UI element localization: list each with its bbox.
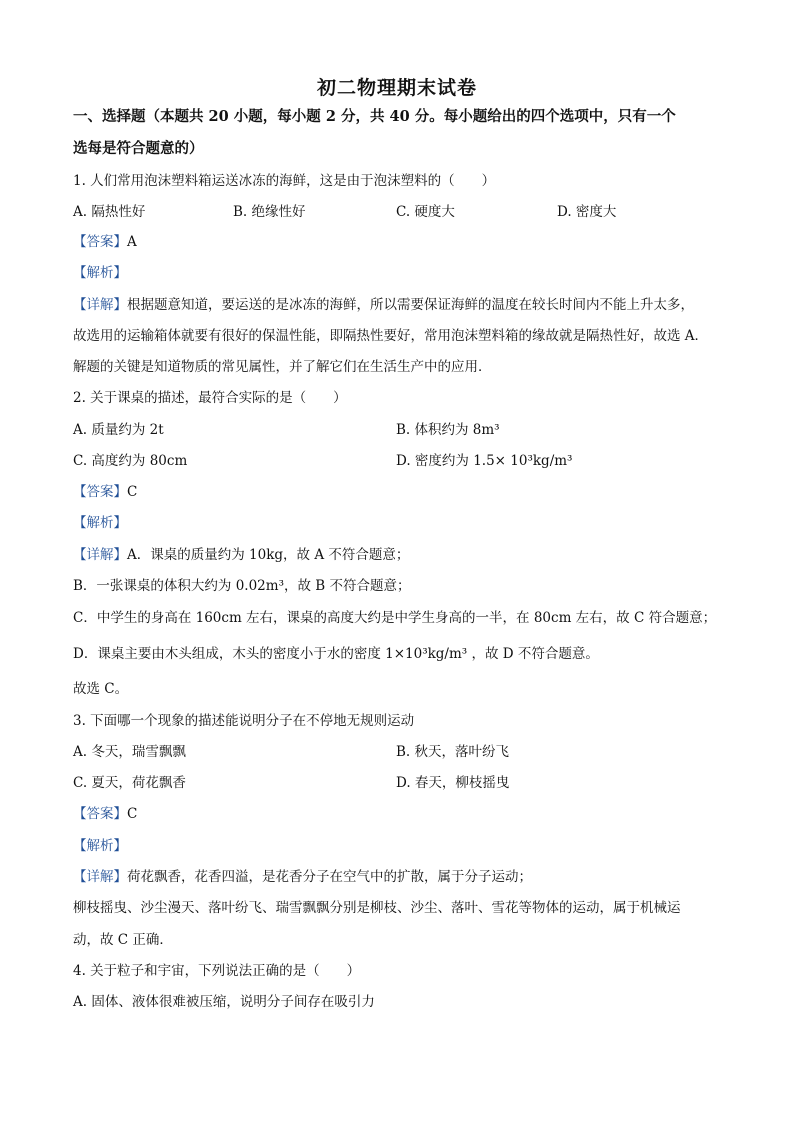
question-2-detail-line1 xyxy=(73,546,409,564)
question-1-option-c: C. 硬度大 xyxy=(396,204,455,220)
question-4-stem: 4. 关于粒子和宇宙，下列说法正确的是（ ） xyxy=(73,963,361,979)
question-2-option-d: D. 密度约为 1.5× 10³kg/m³ xyxy=(396,453,573,469)
question-2-detail-line3: C．中学生的身高在 160cm 左右，课桌的高度大约是中学生身高的一半，在 80cm 左右，故 C 符合题意； xyxy=(73,610,717,626)
question-2-option-c: C. 高度约为 80cm xyxy=(73,453,188,469)
question-3-option-c: C. 夏天，荷花飘香 xyxy=(73,775,186,791)
question-1-option-d: D. 密度大 xyxy=(557,204,617,220)
question-3-detail-line3: 动，故 C 正确． xyxy=(73,932,173,948)
detail-text: 根据题意知道，要运送的是冰冻的海鲜，所以需要保证海鲜的温度在较长时间内不能上升太多， xyxy=(127,297,694,313)
question-2-conclusion: 故选 C。 xyxy=(73,681,129,697)
detail-text: A．课桌的质量约为 10kg，故 A 不符合题意； xyxy=(127,547,410,563)
question-3-stem: 3. 下面哪一个现象的描述能说明分子在不停地无规则运动 xyxy=(73,713,415,729)
question-1-stem: 1. 人们常用泡沫塑料箱运送冰冻的海鲜，这是由于泡沫塑料的（ ） xyxy=(73,173,496,189)
question-3-detail-line1 xyxy=(73,868,532,886)
question-2-stem: 2. 关于课桌的描述，最符合实际的是（ ） xyxy=(73,390,347,406)
question-4-option-a: A. 固体、液体很难被压缩，说明分子间存在吸引力 xyxy=(73,994,375,1010)
question-1-detail-line3: 解题的关键是知道物质的常见属性，并了解它们在生活生产中的应用． xyxy=(73,359,492,375)
answer-label: 【答案】 xyxy=(73,234,127,250)
answer-value: C xyxy=(127,484,138,500)
question-2-analysis-label: 【解析】 xyxy=(73,515,127,531)
detail-label: 【详解】 xyxy=(73,547,127,563)
question-2-detail-line2: B．一张课桌的体积大约为 0.02m³，故 B 不符合题意； xyxy=(73,578,411,594)
answer-value: A xyxy=(127,234,137,250)
question-3-analysis-label: 【解析】 xyxy=(73,838,127,854)
question-3-detail-line2: 柳枝摇曳、沙尘漫天、落叶纷飞、瑞雪飘飘分别是柳枝、沙尘、落叶、雪花等物体的运动，属于机械运 xyxy=(73,900,681,916)
question-1-detail-line1 xyxy=(73,296,694,314)
question-1-answer xyxy=(73,233,137,251)
question-1-analysis-label: 【解析】 xyxy=(73,265,127,281)
question-3-option-a: A. 冬天，瑞雪飘飘 xyxy=(73,744,186,760)
answer-label: 【答案】 xyxy=(73,806,127,822)
page-title: 初二物理期末试卷 xyxy=(316,77,477,99)
section-heading-line2: 选每是符合题意的） xyxy=(73,140,204,157)
question-2-detail-line4: D．课桌主要由木头组成，木头的密度小于水的密度 1×10³kg/m³ ，故 D 不符合题意。 xyxy=(73,646,599,662)
question-3-answer xyxy=(73,805,137,823)
answer-value: C xyxy=(127,806,138,822)
question-1-option-b: B. 绝缘性好 xyxy=(233,204,306,220)
question-1-detail-line2: 故选用的运输箱体就要有很好的保温性能，即隔热性要好，常用泡沫塑料箱的缘故就是隔热性好，故选 A． xyxy=(73,328,709,344)
detail-label: 【详解】 xyxy=(73,869,127,885)
question-3-option-d: D. 春天，柳枝摇曳 xyxy=(396,775,510,791)
question-2-option-b: B. 体积约为 8m³ xyxy=(396,422,500,438)
section-heading-line1: 一、选择题（本题共 20 小题，每小题 2 分，共 40 分。每小题给出的四个选项中，只有一个 xyxy=(73,108,676,125)
question-3-option-b: B. 秋天，落叶纷飞 xyxy=(396,744,510,760)
question-1-option-a: A. 隔热性好 xyxy=(73,204,146,220)
question-2-answer xyxy=(73,483,137,501)
question-2-option-a: A. 质量约为 2t xyxy=(73,422,164,438)
detail-label: 【详解】 xyxy=(73,297,127,313)
detail-text: 荷花飘香，花香四溢，是花香分子在空气中的扩散，属于分子运动； xyxy=(127,869,532,885)
answer-label: 【答案】 xyxy=(73,484,127,500)
